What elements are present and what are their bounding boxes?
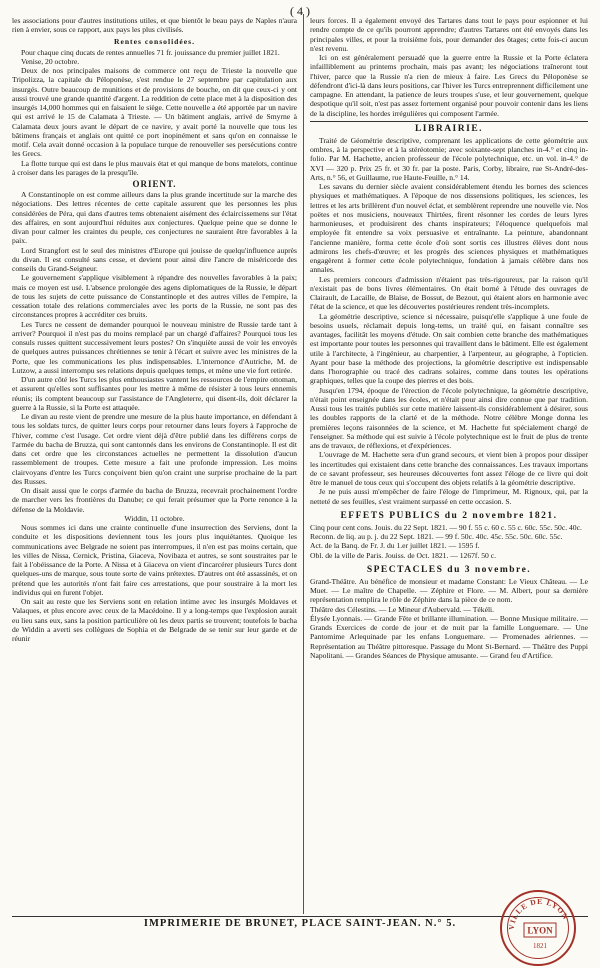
page-number: ( 4 ): [290, 4, 310, 18]
article-paragraph: Venise, 20 octobre.: [21, 56, 80, 66]
article-paragraph: Nous sommes ici dans une crainte continuelle d'une insurrection des Serviens, dont la conduite et les dispositions deviennent tous les jours plus inquiétantes. Quoique les communications avec Belgrade ne soient pas interrompues, il n'en est pas moins certain, que les villes de Nissa, Cernick, Pristina, Giaceva, Novibaza et autres, se sont soustraites par le fait à l'obéissance de la Porte. A Nissa et à Giaceva on vient d'incarcérer plusieurs Turcs dont quelques-uns de marque, sous toute sorte de vains prétextes. D'autres ont été assassinés, et on prétend que les autorités n'ont fait faire ces arrestations, que pour soustraire à la mort les individus qui en furent l'objet.: [12, 523, 297, 597]
article-paragraph: La flotte turque qui est dans le plus mauvais état et qui manque de bons matelots, continue à croiser dans les parages de la presqu'île.: [12, 158, 297, 177]
stamp-seal-icon: [502, 892, 578, 968]
article-paragraph: Pour chaque cinq ducats de rentes annuelles 71 fr. jouissance du premier juillet 1821.: [21, 47, 280, 57]
article-paragraph: Je ne puis aussi m'empêcher de faire l'éloge de l'imprimeur, M. Rignoux, qui, par la netteté de ses feuilles, s'est vraiment surpassé en cette occasion. S.: [310, 487, 588, 506]
article-paragraph: les associations pour d'autres institutions utiles, et que bientôt le beau pays de Naples n'aura rien à envier, sous ce rapport, aux pays les plus civilisés.: [12, 16, 297, 35]
printer-footer: IMPRIMERIE DE BRUNET, PLACE SAINT-JEAN. N.° 5.: [143, 918, 457, 929]
article-paragraph: Les savans du dernier siècle avaient considérablement étendu les bornes des sciences physiques et mathématiques. A l'époque de nos dissensions politiques, les sciences, les lettres et les arts brillèrent d'un nouvel éclat, et semblèrent reprendre une nouvelle vie. Nos poëtes et nos musiciens, nouveaux Thirtées, firent résonner les cordes de leurs lyres harmonieuses, et produisirent des chants inspirateurs; l'éloquence quelquefois mal employée fit entendre sa voix persuasive et entraînante. La peinture, abandonnant l'ancienne manière, forma cette école d'où sont sortis ces illustres élèves dont nous admirons les chefs-d'œuvre; et les progrès des sciences physiques et mathématiques engagèrent à former cette école polytechnique, fondation à jamais célèbre dans nos annales.: [310, 182, 588, 275]
stamp-center-text: LYON: [527, 925, 553, 936]
article-paragraph: Théâtre des Célestins. — Le Mineur d'Aubervald. — Tékéli.: [310, 604, 495, 614]
article-paragraph: Le gouvernement s'applique visiblement à répandre des nouvelles favorables à la paix; mais ce moyen est usé. L'absence prolongée des agens diplomatiques de la Russie, le départ de tous les sujets de cette puissance de Constantinople et des autres villes de l'empire, la cessation totale des relations commerciales avec les ports de la Russie, ne sont pas des circonstances propres à accréditer ces bruits.: [12, 273, 297, 320]
article-paragraph: Deux de nos principales maisons de commerce ont reçu de Trieste la nouvelle que Tripolizza, la capitale du Péloponèse, s'est rendue le 27 septembre par capitulation aux insurgés. Outre beaucoup de munitions et de provisions de bouche, on dit que ceux-ci y ont aussi trouvé une grande quantité d'argent. La reddition de cette place met à la disposition des insurgés 14,000 hommes qui en faisaient le siège. Cette nouvelle a été apportée par un navire qui est arrivé le 15 de Calamata à Trieste. — Un bâtiment anglais, arrivé de Smyrne à Calamata deux jours avant le départ de ce navire, y avait porté la nouvelle que tous les bâtimens français et anglais ont quitté ce port inopinément et sans qu'on en connaisse le motif. Cela avait donné occasion à la populace turque de renouveller ses persécutions contre les Grecs.: [12, 66, 297, 159]
section-heading: SPECTACLES du 3 novembre.: [366, 564, 532, 575]
article-paragraph: La géométrie descriptive, science si nécessaire, puisqu'elle s'applique à une foule de besoins usuels, réclamait depuis long-tems, un traité qui, en faisant connaître ses avantages, facilitât les moyens d'étude. On sait combien cette branche des mathématiques est importante pour toutes les personnes qui travaillent dans le bâtiment. Elle est également utile à l'architecte, à l'ingénieur, au charpentier, à l'arpenteur, au géographe, à l'opticien. Ayant pour base la méthode des projections, la géométrie descriptive est indispensable dans l'horographie ou tracé des cadrans solaires, comme dans toutes les opérations graphiques, telles que la coupe des pierres et des bois.: [310, 311, 588, 386]
column-divider: [303, 14, 304, 914]
article-paragraph: Grand-Théâtre. Au bénéfice de monsieur et madame Constant: Le Vieux Château. — Le Muet. — Le maître de Chapelle. — Zéphire et Flore. — M. Albert, pour sa dernière représentation remplira le rôle de Zéphire dans la pièce de ce nom.: [310, 576, 588, 605]
right-column: [310, 16, 588, 914]
article-paragraph: On sait au reste que les Serviens sont en relation intime avec les insurgés Moldaves et Valaques, et plus encore avec ceux de la Macédoine. Il y a long-temps que l'explosion aurait eu lieu sans eux, sans la position particulière où les deux partis se trouvent; toutefois le bacha de Widdin a averti ses collègues de Sophia et de Belgrade de se tenir sur leur garde et de réunir: [12, 597, 297, 643]
section-heading: LIBRAIRIE.: [310, 121, 588, 135]
svg-text:VILLE DE LYON: [507, 897, 571, 930]
article-paragraph: Reconn. de liq. au p. j. du 22 Sept. 1821. — 99 f. 50c. 40c. 45c. 55c. 50c. 60c. 55c.: [310, 532, 563, 541]
article-paragraph: Élysée Lyonnais. — Grande Fête et brillante illumination. — Bonne Musique militaire. — Grands Exercices de corde de jour et de nuit par la famille Longuemare. — Une Pantomime Arlequinade par les enfans Longuemare. — Promenades aériennes. — Représentation au Théâtre pittoresque. Passage du Mont St-Bernard. — Théâtre des Puppi Napolitani. — Grandes Séances de Physique amusante. — Grand feu d'Artifice.: [310, 613, 588, 660]
article-paragraph: L'ouvrage de M. Hachette sera d'un grand secours, et vient bien à propos pour dissiper les incertitudes qui existaient dans cette branche des connaissances. Les travaux importans de ce savant professeur, ses heureuses découvertes font assez l'éloge de ce livre qui doit être le manuel de tous ceux qui s'occupent des objets relatifs à la géométrie descriptive.: [310, 450, 588, 487]
section-heading: ORIENT.: [132, 179, 177, 189]
article-paragraph: On disait aussi que le corps d'armée du bacha de Bruzza, recevrait prochainement l'ordre de marcher vers les frontières du Danube; ce qui ferait présumer que la Porte renonce à la défense de la Moldavie.: [12, 486, 297, 514]
article-paragraph: Le divan au reste vient de prendre une mesure de la plus haute importance, en défendant à tous les soldats turcs, de quitter leurs corps pour retourner dans leurs foyers à l'approche de l'hiver, comme c'est l'usage. Cet ordre vient déjà d'être publié dans les différens corps de l'armée du bacha de Bruzza, qui sont cantonnés dans les environs de Constantinople. Il est dit dans cet ordre que les circonstances actuelles ne permettent la dissolution d'aucun rassemblement de troupes. Cette mesure a fait une profonde impression. Les moins clairvoyans d'entre les Turcs conçoivent bien qu'on craint une surprise prochaine de la part des Russes.: [12, 412, 297, 486]
article-paragraph: Ici on est généralement persuadé que la guerre entre la Russie et la Porte éclatera infailliblement au printems prochain, mais pas avant; les négociations traîneront tout l'hiver, parce que la Russie n'a rien de mieux à faire. Les Grecs du Péloponèse se défendront d'ici-là dans leurs positions, car l'hiver les Turcs entreprennent difficilement une campagne. En attendant, la patience de leurs troupes s'use, et leur gouvernement, quelque despotique qu'il soit, n'est pas assez fortement organisé pour pouvoir contenir dans les liens de la discipline, les hordes irrégulières qui composent l'armée.: [310, 53, 588, 118]
article-paragraph: A Constantinople on est comme ailleurs dans la plus grande incertitude sur la marche des négociations. Des lettres récentes de cette capitale assurent que les personnes les plus considérées de Péra, qui dans d'autres tems obtenaient aisément des éclaircissemens sur l'état des affaires, en sont aujourd'hui réduites aux conjectures. Quelque peine que se donne le divan pour calmer les craintes du peuple, ces conjectures ne sauraient être favorables à la paix.: [12, 190, 297, 246]
article-paragraph: Les Turcs ne cessent de demander pourquoi le nouveau ministre de Russie tarde tant à arriver? Pourquoi il n'est pas du moins remplacé par un chargé d'affaires? Pourquoi tous les consuls russes quittent successivement leurs postes? On s'inquiète aussi de voir les envoyés de quelques autres puissances chrétiennes se tenir à l'écart et suivre avec les ministres de la Porte, que les communications les plus indispensables. L'internonce d'Autriche, M. de Lutzow, a aussi interrompu ses relations depuis quelques temps, et mène une vie fort retirée.: [12, 319, 297, 375]
article-paragraph: Widdin, 11 octobre.: [124, 513, 185, 523]
library-stamp: [500, 890, 576, 966]
article-paragraph: Obl. de la ville de Paris. Jouiss. de Oct. 1821. — 1267f. 50 c.: [310, 550, 497, 560]
stamp-year-text: 1821: [533, 942, 547, 950]
article-paragraph: Cinq pour cent cons. Jouis. du 22 Sept. 1821. — 90 f. 55 c. 60 c. 55 c. 60c. 55c. 50c. 40c.: [310, 522, 582, 532]
article-paragraph: Act. de la Banq. de Fr. J. du 1.er juillet 1821. — 1595 f.: [310, 541, 480, 551]
article-paragraph: D'un autre côté les Turcs les plus enthousiastes vantent les ressources de l'empire ottoman, et assurent qu'elles sont suffisantes pour les mettre à même de résister à tous leurs ennemis réunis; ils comptent beaucoup sur l'assistance de l'Angleterre, qui disent-ils, doit déclarer la guerre à la Russie, si la Porte est attaquée.: [12, 375, 297, 412]
article-paragraph: Jusqu'en 1794, époque de l'érection de l'école polytechnique, la géométrie descriptive, n'était point enseignée dans les écoles, et n'était pour ainsi dire connue que par tradition. Aussi tous les traités publiés sur cette matière laissent-ils considérablement à désirer, sous les doubles rapports de la clarté et de la méthode. Notre célèbre Monge donna les premières leçons raisonnées de la science, et M. Hachette fut spécialement chargé de l'enseigner. Sa méthode qui est suivie à l'école polytechnique est le fruit de plus de trente ans de travaux, de réflexions, et d'expériences.: [310, 385, 588, 450]
section-heading: Rentes consolidées.: [113, 36, 195, 46]
section-heading: EFFETS PUBLICS du 2 novembre 1821.: [340, 510, 558, 521]
article-paragraph: Lord Strangfort est le seul des ministres d'Europe qui jouisse de quelqu'influence auprès du divan. Il est consulté sans cesse, et devient pour ainsi dire l'ancre de miséricorde des conseils du Grand-Seigneur.: [12, 245, 297, 273]
left-column: [12, 16, 297, 914]
article-paragraph: leurs forces. Il a également envoyé des Tartares dans tout le pays pour espionner et lui rendre compte de ce qu'ils pourront apprendre; d'autres Tartares ont été envoyés dans les principales villes, et pour la troisième fois, pour demander des ôtages; cette fois-ci aucun n'est revenu.: [310, 16, 588, 53]
article-paragraph: Traité de Géométrie descriptive, comprenant les applications de cette géométrie aux ombres, à la perspective et à la stéréotomie; avec soixante-sept planches in-4.° et cinq in-folio. Par M. Hachette, ancien professeur de l'école polytechnique, etc. un vol. in-4.° de XVI — 320 p. Prix 25 fr. et 30 fr. par la poste. Paris, Corby, libraire, rue St-André-des-Arts, n.° 56, et Guillaume, rue Haute-Feuille, n.° 14.: [310, 135, 588, 182]
stamp-ring-text: VILLE DE LYON: [506, 896, 571, 931]
article-paragraph: Les premiers concours d'admission n'étaient pas très-rigoureux, par la raison qu'il n'existait pas de bons livres élémentaires. On était borné à l'étude des ouvrages de Clairault, de Lacaille, de Blaise, de Bossut, de Bezout, qui étaient alors en harmonie avec l'état de la science, et que les découvertes postérieures rendent très-incomplets.: [310, 274, 588, 312]
